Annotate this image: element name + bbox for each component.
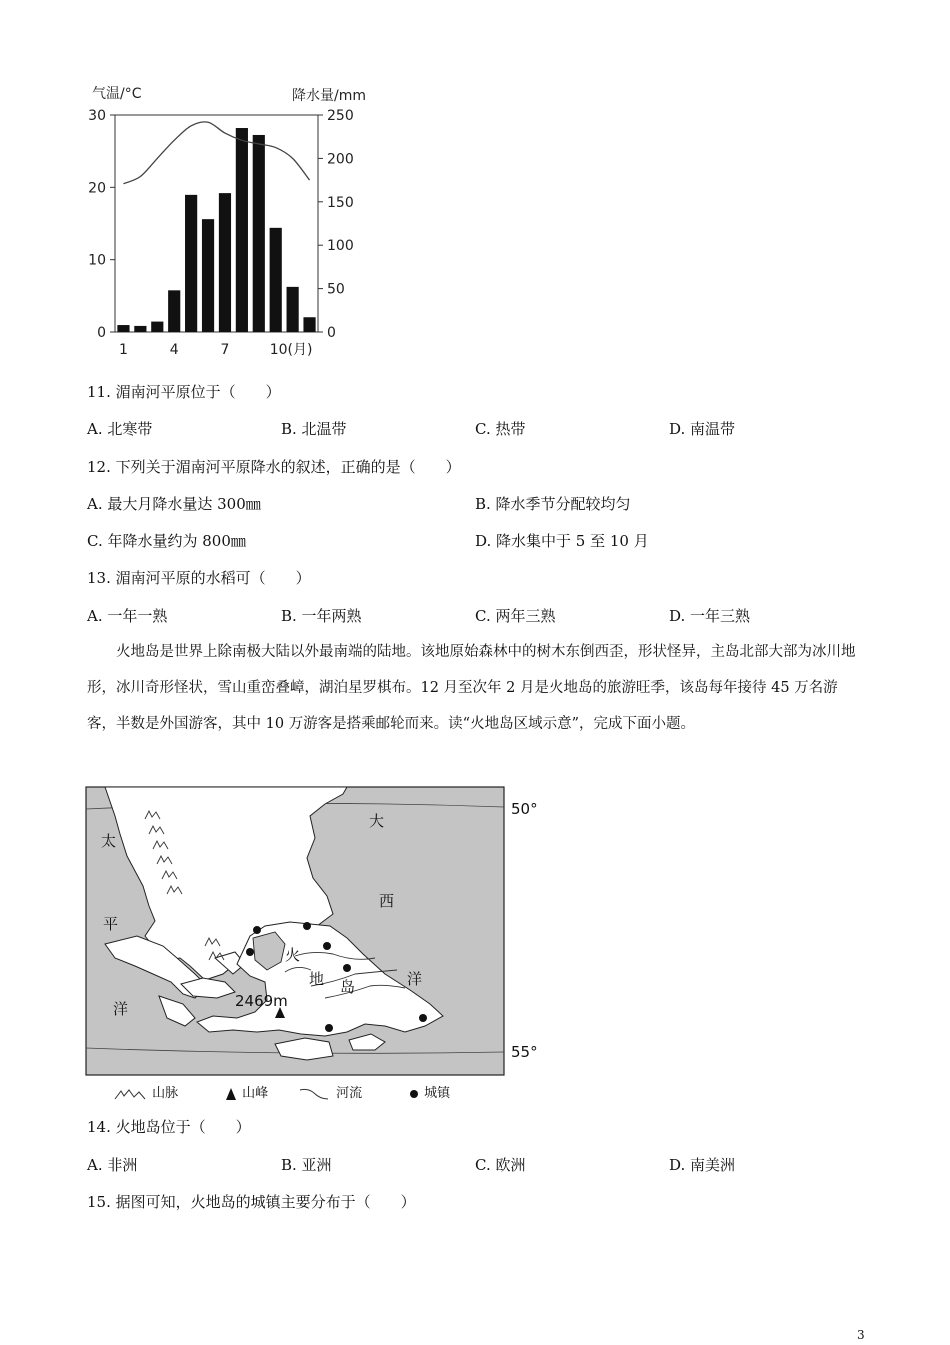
legend-peak-label: 山峰 — [242, 1086, 269, 1101]
precipitation-bar — [202, 219, 214, 332]
island-label-1: 火 — [285, 946, 301, 964]
left-tick-label: 30 — [88, 108, 106, 124]
temperature-line — [123, 122, 309, 184]
question-12: 12. 下列关于湄南河平原降水的叙述，正确的是（ ） — [87, 458, 461, 476]
atlantic-label-1: 大 — [369, 812, 385, 830]
q14-option-a[interactable]: A. 非洲 — [87, 1156, 138, 1174]
precipitation-bar — [117, 325, 129, 332]
left-tick-label: 0 — [97, 325, 106, 341]
q13-option-a[interactable]: A. 一年一熟 — [87, 607, 168, 625]
right-tick-label: 0 — [327, 325, 336, 341]
chart-ylabel-left: 气温/°C — [92, 86, 142, 102]
precipitation-bar — [134, 326, 146, 332]
precipitation-bar — [151, 322, 163, 332]
chart-x-ticks — [119, 342, 312, 358]
precipitation-bar — [185, 195, 197, 332]
town-dot — [325, 1024, 333, 1032]
x-tick-label: 10(月) — [269, 342, 313, 358]
peak-icon — [224, 1087, 238, 1101]
precipitation-bar — [219, 193, 231, 332]
right-tick-label: 200 — [327, 151, 354, 168]
island-label-2: 地 — [309, 970, 325, 988]
q13-option-b[interactable]: B. 一年两熟 — [281, 607, 362, 625]
town-dot — [253, 926, 261, 934]
q11-option-b[interactable]: B. 北温带 — [281, 420, 347, 438]
town-dot — [246, 948, 254, 956]
question-13: 13. 湄南河平原的水稻可（ ） — [87, 569, 311, 587]
left-tick-label: 10 — [88, 252, 106, 269]
legend-river-label: 河流 — [336, 1086, 363, 1101]
left-tick-label: 20 — [88, 180, 106, 197]
q12-option-a[interactable]: A. 最大月降水量达 300㎜ — [87, 495, 261, 513]
q11-option-a[interactable]: A. 北寒带 — [87, 420, 153, 438]
q12-option-b[interactable]: B. 降水季节分配较均匀 — [475, 495, 631, 513]
legend-river — [298, 1082, 362, 1101]
x-tick-label: 7 — [220, 342, 230, 358]
question-14: 14. 火地岛位于（ ） — [87, 1118, 251, 1136]
peak-elevation-label: 2469m — [235, 992, 288, 1010]
town-dot — [303, 922, 311, 930]
town-dot — [419, 1014, 427, 1022]
right-tick-label: 250 — [327, 108, 354, 124]
chart-ylabel-right: 降水量/mm — [292, 88, 366, 104]
q11-option-c[interactable]: C. 热带 — [475, 420, 526, 438]
atlantic-label-3: 洋 — [407, 970, 423, 988]
chart-right-ticks — [318, 108, 354, 341]
legend-mountain — [114, 1082, 178, 1101]
legend-town-label: 城镇 — [424, 1086, 451, 1101]
reading-passage: 火地岛是世界上除南极大陆以外最南端的陆地。该地原始森林中的树木东倒西歪，形状怪异，主岛北部大部为冰川地形，冰川奇形怪状，雪山重峦叠嶂，湖泊星罗棋布。12 月至次年 2 月是火地岛的旅游旺季，该岛每年接待 45 万名游客，半数是外国游客，其中 10 万游客是搭乘邮轮而来。读“火地岛区域示意”，完成下面小题。 — [87, 644, 856, 732]
pacific-label-1: 太 — [101, 832, 117, 850]
precipitation-bar — [287, 287, 299, 332]
q12-option-d[interactable]: D. 降水集中于 5 至 10 月 — [475, 532, 649, 550]
mountain-icon — [114, 1088, 148, 1100]
legend-peak — [224, 1082, 268, 1101]
chart-left-ticks — [88, 108, 115, 341]
river-icon — [298, 1087, 332, 1101]
precipitation-bar — [270, 228, 282, 332]
climate-chart — [80, 80, 380, 365]
pacific-label-3: 洋 — [113, 1000, 129, 1018]
q14-option-d[interactable]: D. 南美洲 — [669, 1156, 736, 1174]
right-tick-label: 50 — [327, 281, 345, 298]
town-icon — [408, 1088, 420, 1100]
town-dot — [323, 942, 331, 950]
precipitation-bar — [253, 135, 265, 332]
question-15: 15. 据图可知，火地岛的城镇主要分布于（ ） — [87, 1193, 416, 1211]
right-tick-label: 150 — [327, 194, 354, 211]
precipitation-bar — [303, 317, 315, 332]
precipitation-bars — [117, 128, 315, 332]
legend-town — [408, 1082, 450, 1101]
q13-option-c[interactable]: C. 两年三熟 — [475, 607, 556, 625]
right-tick-label: 100 — [327, 238, 354, 255]
q14-option-c[interactable]: C. 欧洲 — [475, 1156, 526, 1174]
latitude-50-label: 50° — [511, 800, 538, 818]
precipitation-bar — [236, 128, 248, 332]
q13-option-d[interactable]: D. 一年三熟 — [669, 607, 751, 625]
tierra-del-fuego-map — [85, 786, 545, 1078]
x-tick-label: 1 — [118, 342, 128, 358]
q14-option-b[interactable]: B. 亚洲 — [281, 1156, 332, 1174]
island-label-3: 岛 — [340, 978, 356, 996]
q11-option-d[interactable]: D. 南温带 — [669, 420, 736, 438]
x-tick-label: 4 — [169, 342, 179, 358]
legend-mountain-label: 山脉 — [152, 1086, 179, 1101]
q12-option-c[interactable]: C. 年降水量约为 800㎜ — [87, 532, 246, 550]
latitude-55-label: 55° — [511, 1043, 538, 1061]
town-dot — [343, 964, 351, 972]
page-number: 3 — [857, 1328, 865, 1342]
precipitation-bar — [168, 290, 180, 332]
atlantic-label-2: 西 — [379, 892, 395, 910]
pacific-label-2: 平 — [103, 915, 119, 933]
question-11: 11. 湄南河平原位于（ ） — [87, 383, 281, 401]
